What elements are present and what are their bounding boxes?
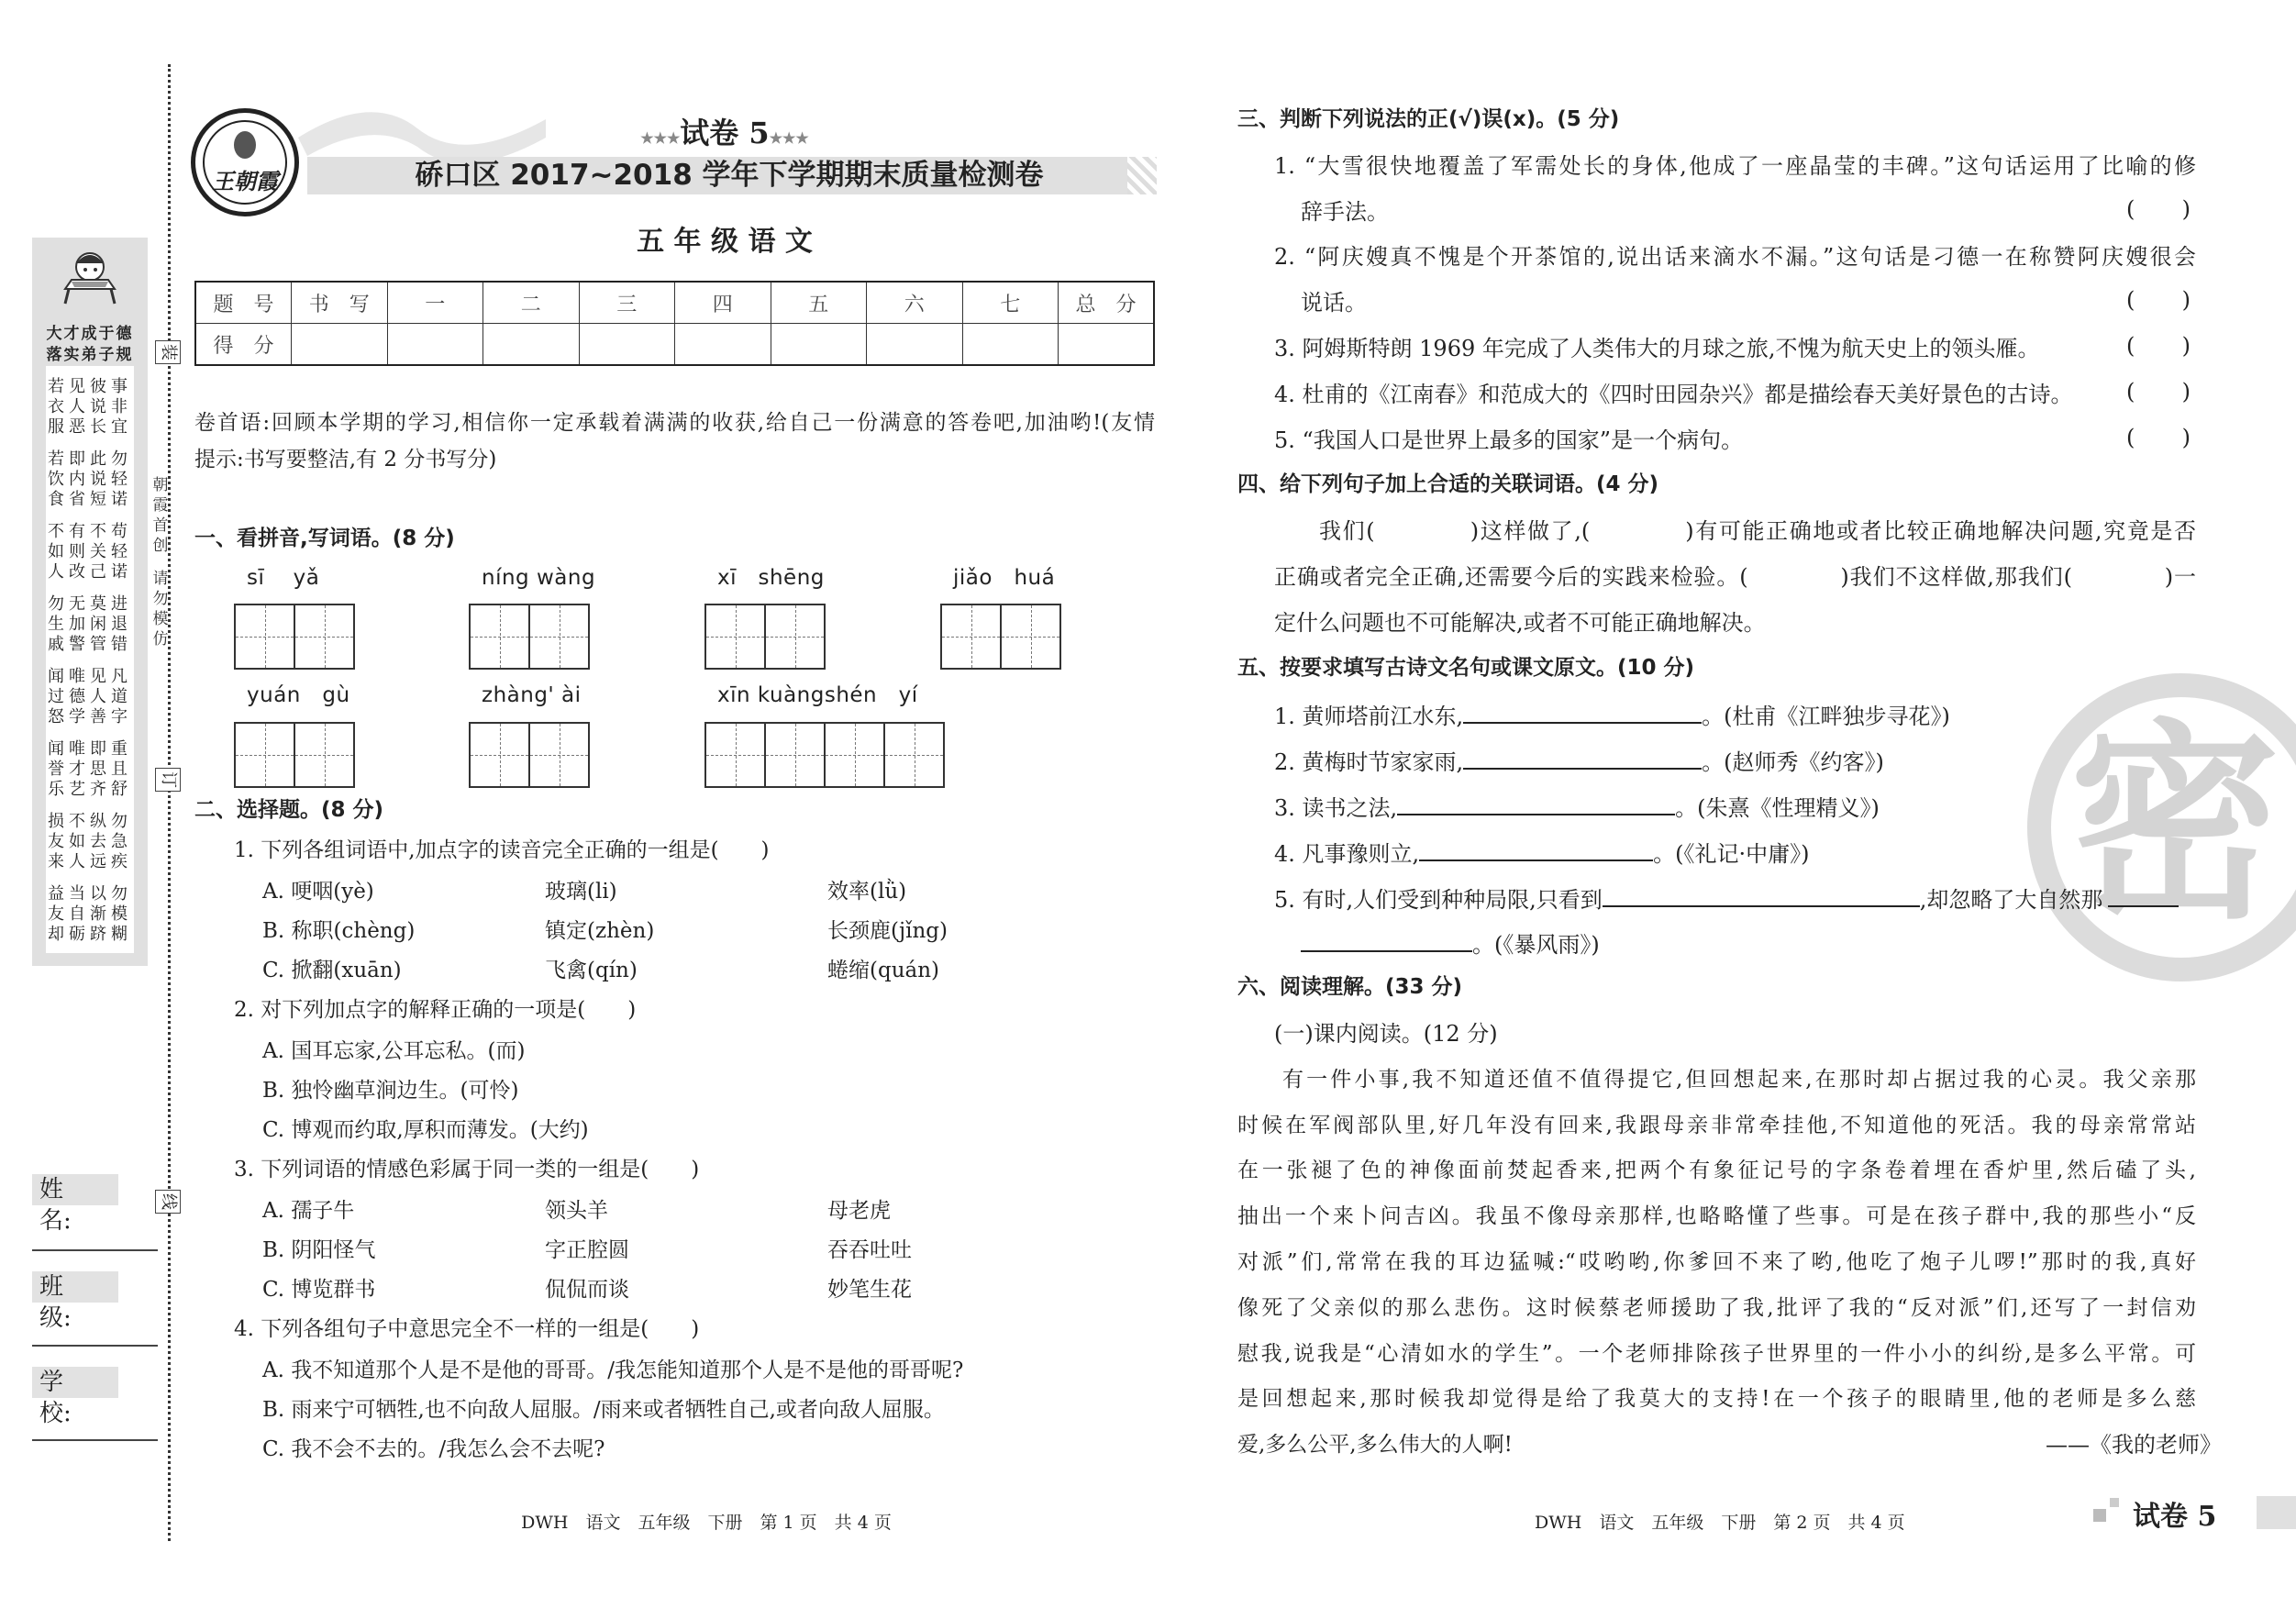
answer-option: A. 国耳忘家,公耳忘私。(而): [262, 1039, 526, 1063]
sidebar-verse-line: 人改己诺: [48, 562, 132, 582]
score-table-header: 书 写: [292, 282, 388, 324]
paren-close: ): [2181, 287, 2191, 314]
score-cell[interactable]: [675, 324, 771, 366]
writing-cell[interactable]: [469, 724, 528, 786]
poem-blank-input[interactable]: [2108, 882, 2179, 907]
writing-cell[interactable]: [1000, 605, 1059, 668]
writing-cell[interactable]: [294, 724, 353, 786]
section6-heading: 六、阅读理解。(33 分): [1237, 975, 1463, 1000]
section5-heading: 五、按要求填写古诗文名句或课文原文。(10 分): [1237, 655, 1695, 680]
score-cell[interactable]: [771, 324, 867, 366]
poem-suffix: 。(《暴风雨》): [1472, 932, 1600, 959]
writing-box-group[interactable]: [940, 604, 1061, 670]
paper-no-text: 试卷 5: [680, 116, 770, 150]
paren-close: ): [2181, 333, 2191, 359]
writing-cell[interactable]: [234, 605, 294, 668]
poem-blank-input[interactable]: [1397, 790, 1675, 815]
exam-title: 硚口区 2017~2018 学年下学期期末质量检测卷: [415, 159, 1044, 192]
judgement-item: 4. 杜甫的《江南春》和范成大的《四时田园杂兴》都是描绘春天美好景色的古诗。: [1274, 381, 2073, 407]
badge-decoration: [2093, 1509, 2106, 1522]
confidential-watermark: [2027, 673, 2296, 981]
sidebar-verse-line: 若见彼事: [48, 377, 132, 396]
passage-line: 慰我,说我是“心清如水的学生”。一个老师排除孩子世界里的一件小小的纠纷,是多么平常。可: [1237, 1341, 2196, 1366]
writing-box-group[interactable]: [234, 722, 355, 788]
sidebar-verses: [46, 366, 134, 953]
poem-fill-item: [1274, 882, 2179, 915]
sidebar-verse-line: 誉才思且: [48, 760, 132, 779]
passage-line: 是回想起来,那时候我却觉得是给了我莫大的支持!在一个孩子的眼睛里,他的老师是多么慈: [1237, 1387, 2196, 1412]
answer-option: 字正腔圆: [545, 1238, 629, 1262]
score-table-row-label: 得 分: [195, 324, 292, 366]
stars-left: ★★★: [640, 129, 681, 147]
sidebar-verse-line: 不有不苟: [48, 522, 132, 541]
poem-fill-item-cont: [1301, 926, 1600, 960]
writing-box-group[interactable]: [234, 604, 355, 670]
sidebar-motto-line-2: 落实弟子规: [46, 346, 134, 364]
judgement-answer-paren[interactable]: [2126, 287, 2191, 313]
conjunction-paragraph-line: 定什么问题也不可能解决,或者不可能正确地解决。: [1274, 609, 1766, 636]
judgement-item: 1. “大雪很快地覆盖了军需处长的身体,他成了一座晶莹的丰碑。”这句话运用了比喻的修: [1274, 152, 2196, 179]
poem-prefix: 1. 黄师塔前江水东,: [1274, 704, 1464, 730]
writing-cell[interactable]: [940, 605, 1000, 668]
preface-text-1: 卷首语:回顾本学期的学习,相信你一定承载着满满的收获,给自己一份满意的答卷吧,加油哟!(友情: [194, 411, 1155, 435]
score-table-header-row: [195, 282, 1154, 324]
question-stem: 4. 下列各组句子中意思完全不一样的一组是( ): [234, 1317, 700, 1341]
copyright-note-char: 仿: [152, 630, 169, 649]
writing-cell[interactable]: [704, 605, 764, 668]
writing-box-group[interactable]: [469, 722, 590, 788]
poem-suffix: 。(《礼记·中庸》): [1653, 840, 1810, 867]
score-table-score-row: [195, 324, 1154, 366]
sidebar-verse-line: 如则关轻: [48, 542, 132, 561]
poem-prefix: 4. 凡事豫则立,: [1274, 840, 1420, 867]
copyright-note-char: 模: [152, 610, 169, 628]
answer-option: 吞吞吐吐: [827, 1238, 912, 1262]
copyright-note-char: 霞: [152, 496, 169, 515]
answer-option: 妙笔生花: [827, 1278, 912, 1302]
logo-text: 王朝霞: [212, 168, 278, 194]
paren-open: (: [2126, 333, 2135, 359]
sidebar-verse-line: 却砺跻糊: [48, 925, 132, 944]
judgement-answer-paren[interactable]: [2126, 196, 2191, 222]
question-stem: 1. 下列各组词语中,加点字的读音完全正确的一组是( ): [234, 838, 770, 862]
reading-subheading: (一)课内阅读。(12 分): [1274, 1021, 1498, 1047]
binding-dotted-line: [168, 64, 171, 1541]
writing-cell[interactable]: [764, 605, 824, 668]
question-stem: 3. 下列词语的情感色彩属于同一类的一组是( ): [234, 1158, 700, 1181]
writing-cell[interactable]: [883, 724, 943, 786]
copyright-note-char: 创: [152, 537, 169, 555]
copyright-note-char: 首: [152, 516, 169, 535]
sidebar-verse-line: 过德人道: [48, 687, 132, 706]
score-table-header: 四: [675, 282, 771, 324]
copyright-note-char: 朝: [152, 476, 169, 494]
sidebar-dizigui: [32, 238, 148, 966]
passage-line: 对派”们,常常在我的耳边猛喊:“哎哟哟,你爹回不来了哟,他吃了炮子儿啰!”那时的我,真好: [1237, 1250, 2196, 1274]
pinyin-label: sī yǎ: [247, 566, 320, 590]
copyright-note-char: 勿: [152, 590, 169, 608]
class-input-line[interactable]: [32, 1345, 158, 1347]
answer-option: B. 雨来宁可牺牲,也不向敌人屈服。/雨来或者牺牲自己,或者向敌人屈服。: [262, 1398, 945, 1422]
pinyin-label: xīn kuàngshén yí: [717, 683, 918, 707]
poem-blank-input[interactable]: [1603, 882, 1920, 907]
answer-option: B. 称职(chèng): [262, 919, 416, 943]
score-cell[interactable]: [579, 324, 675, 366]
paren-open: (: [2126, 287, 2135, 314]
judgement-item: 2. “阿庆嫂真不愧是个开茶馆的,说出话来滴水不漏。”这句话是刁德一在称赞阿庆嫂很会: [1274, 244, 2196, 271]
score-table-header: 三: [579, 282, 675, 324]
answer-option: B. 阴阳怪气: [262, 1238, 376, 1262]
score-table-header: 题 号: [195, 282, 292, 324]
sidebar-motto-line-1: 大才成于德: [46, 325, 134, 343]
name-input-line[interactable]: [32, 1249, 158, 1251]
binding-mark-xian: 线: [155, 1190, 181, 1214]
writing-cell[interactable]: [469, 605, 528, 668]
score-table: [194, 281, 1155, 366]
pinyin-label: xī shēng: [717, 566, 825, 590]
poem-blank-input[interactable]: [1463, 698, 1702, 724]
school-label: 学 校:: [32, 1367, 118, 1398]
answer-option: 镇定(zhèn): [545, 919, 655, 943]
paren-close: ): [2181, 424, 2191, 450]
answer-option: A. 孺子牛: [262, 1199, 355, 1223]
writing-cell[interactable]: [234, 724, 294, 786]
paper-number: [550, 110, 899, 152]
score-cell[interactable]: [1059, 324, 1155, 366]
poem-suffix: 。(赵师秀《约客》): [1702, 749, 1884, 776]
paren-open: (: [2126, 424, 2135, 450]
sidebar-verse-line: 益当以勿: [48, 884, 132, 904]
sidebar-verse-line: 友如去急: [48, 832, 132, 851]
pinyin-label: zhàng' ài: [482, 683, 582, 707]
poem-middle: ,却忽略了大自然那: [1919, 886, 2103, 913]
writing-box-group[interactable]: [704, 722, 945, 788]
corner-paper-badge: 试卷 5: [2133, 1501, 2217, 1533]
score-table-header: 一: [387, 282, 483, 324]
section2-heading: 二、选择题。(8 分): [194, 798, 384, 822]
copyright-note-char: 请: [152, 570, 169, 588]
sidebar-verse-line: 饮内说轻: [48, 470, 132, 489]
sidebar-verse-line: 食省短诺: [48, 490, 132, 509]
judgement-item-cont: 辞手法。: [1301, 198, 1389, 225]
writing-cell[interactable]: [764, 724, 824, 786]
paren-close: ): [2181, 195, 2191, 222]
poem-blank-input[interactable]: [1463, 744, 1702, 770]
poem-blank-input[interactable]: [1419, 836, 1653, 861]
binding-mark-ding: 订: [155, 768, 181, 792]
sidebar-verse-line: 闻唯见凡: [48, 667, 132, 686]
logo: [191, 108, 299, 216]
answer-option: B. 独怜幽草涧边生。(可怜): [262, 1079, 519, 1103]
answer-option: 领头羊: [545, 1199, 608, 1223]
writing-cell[interactable]: [528, 605, 588, 668]
footer-left: DWH 语文 五年级 下册 第 1 页 共 4 页: [521, 1513, 892, 1533]
pinyin-label: jiǎo huá: [953, 566, 1056, 590]
score-cell[interactable]: [962, 324, 1059, 366]
score-table-header: 总 分: [1059, 282, 1155, 324]
passage-source: ——《我的老师》: [2046, 1432, 2222, 1458]
sidebar-verse-line: 闻唯即重: [48, 739, 132, 759]
answer-option: 蜷缩(quán): [827, 959, 940, 982]
passage-line: 爱,多么公平,多么伟大的人啊!: [1237, 1433, 1513, 1458]
answer-option: C. 博览群书: [262, 1278, 376, 1302]
score-table-header: 五: [771, 282, 867, 324]
reading-boy-illustration-icon: [58, 245, 122, 309]
sidebar-verse-line: 来人远疾: [48, 852, 132, 871]
passage-line: 抽出一个来卜问吉凶。我虽不像母亲那样,也略略懂了些事。可是在孩子群中,我的那些小“反: [1237, 1204, 2196, 1229]
preface-line-1: [194, 408, 1155, 438]
poem-suffix: 。(朱熹《性理精义》): [1675, 795, 1880, 821]
answer-option: A. 我不知道那个人是不是他的哥哥。/我怎能知道那个人是不是他的哥哥呢?: [262, 1359, 964, 1382]
question-stem: 2. 对下列加点字的解释正确的一项是( ): [234, 998, 637, 1022]
sidebar-verse-line: 友自渐模: [48, 904, 132, 924]
writing-cell[interactable]: [528, 724, 588, 786]
name-label: 姓 名:: [32, 1174, 118, 1205]
answer-option: C. 我不会不去的。/我怎么会不去呢?: [262, 1437, 605, 1461]
passage-line: 像死了父亲似的那么悲伤。这时候蔡老师援助了我,批评了我的“反对派”们,还写了一封信劝: [1237, 1295, 2196, 1320]
stars-right: ★★★: [769, 129, 809, 147]
paren-open: (: [2126, 378, 2135, 405]
writing-cell[interactable]: [824, 724, 883, 786]
writing-box-group[interactable]: [469, 604, 590, 670]
section3-heading: 三、判断下列说法的正(√)误(x)。(5 分): [1237, 107, 1620, 131]
pinyin-label: níng wàng: [482, 566, 596, 590]
answer-option: A. 哽咽(yè): [262, 880, 374, 904]
writing-cell[interactable]: [294, 605, 353, 668]
poem-prefix: 5. 有时,人们受到种种局限,只看到: [1274, 886, 1603, 913]
answer-option: C. 博观而约取,厚积而薄发。(大约): [262, 1118, 589, 1142]
passage-line: 时候在军阀部队里,好几年没有回来,我跟母亲非常牵挂他,不知道他的死活。我的母亲常常站: [1237, 1113, 2196, 1137]
section4-heading: 四、给下列句子加上合适的关联词语。(4 分): [1237, 472, 1659, 497]
class-label: 班 级:: [32, 1271, 118, 1303]
poem-suffix: 。(杜甫《江畔独步寻花》): [1702, 704, 1950, 730]
poem-fill-item: [1274, 698, 1950, 732]
watermark-text: 密: [2069, 703, 2281, 948]
answer-option: 侃侃而谈: [545, 1278, 629, 1302]
writing-box-group[interactable]: [704, 604, 826, 670]
judgement-item: 3. 阿姆斯特朗 1969 年完成了人类伟大的月球之旅,不愧为航天史上的领头雁。: [1274, 336, 2040, 361]
score-cell[interactable]: [292, 324, 388, 366]
score-table-header: 六: [867, 282, 963, 324]
passage-line: 有一件小事,我不知道还值不值得提它,但回想起来,在那时却占据过我的心灵。我父亲那: [1282, 1067, 2196, 1092]
score-cell[interactable]: [483, 324, 580, 366]
conjunction-paragraph-line: 我们( )这样做了,( )有可能正确地或者比较正确地解决问题,究竟是否: [1319, 518, 2196, 545]
passage-line: 在一张褪了色的神像面前焚起香来,把两个有象征记号的字条卷着埋在香炉里,然后磕了头,: [1237, 1159, 2196, 1183]
poem-fill-item: [1274, 836, 1810, 870]
poem-fill-item: [1274, 744, 1884, 778]
binding-mark-zhuang: 装: [155, 340, 181, 364]
score-cell[interactable]: [867, 324, 963, 366]
judgement-answer-paren[interactable]: [2126, 379, 2191, 405]
score-table-header: 七: [962, 282, 1059, 324]
score-table-header: 二: [483, 282, 580, 324]
judgement-item: 5. “我国人口是世界上最多的国家”是一个病句。: [1274, 427, 1744, 453]
subject-title: 五 年 级 语 文: [637, 226, 813, 258]
poem-blank-input[interactable]: [1301, 926, 1472, 952]
school-input-line[interactable]: [32, 1439, 158, 1441]
answer-option: 飞禽(qín): [545, 959, 638, 982]
judgement-answer-paren[interactable]: [2126, 333, 2191, 359]
badge-decoration: [2110, 1498, 2119, 1507]
answer-option: 长颈鹿(jǐng): [827, 919, 948, 943]
sidebar-verse-line: 生加闲退: [48, 615, 132, 634]
pinyin-label: yuán gù: [247, 683, 350, 707]
sidebar-verse-line: 损不纵勿: [48, 812, 132, 831]
sidebar-verse-line: 衣人说非: [48, 397, 132, 416]
answer-option: 玻璃(li): [545, 880, 617, 904]
poem-prefix: 3. 读书之法,: [1274, 795, 1398, 821]
judgement-answer-paren[interactable]: [2126, 425, 2191, 450]
conjunction-paragraph-line: 正确或者完全正确,还需要今后的实践来检验。( )我们不这样做,那我们( )一: [1274, 564, 2196, 590]
poem-fill-item: [1274, 790, 1880, 824]
paren-close: ): [2181, 378, 2191, 405]
answer-option: 效率(lǜ): [827, 880, 907, 904]
section1-heading: 一、看拼音,写词语。(8 分): [194, 527, 455, 550]
preface-line-2: 提示:书写要整洁,有 2 分书写分): [194, 448, 497, 471]
sidebar-verse-line: 服恶长宜: [48, 417, 132, 437]
sidebar-verse-line: 若即此勿: [48, 449, 132, 469]
judgement-item-cont: 说话。: [1301, 290, 1367, 316]
footer-right: DWH 语文 五年级 下册 第 2 页 共 4 页: [1535, 1513, 1905, 1533]
sidebar-verse-line: 怒学善字: [48, 707, 132, 726]
sidebar-verse-line: 勿无莫进: [48, 594, 132, 614]
answer-option: 母老虎: [827, 1199, 891, 1223]
sidebar-verse-line: 乐艺齐舒: [48, 780, 132, 799]
answer-option: C. 掀翻(xuān): [262, 959, 402, 982]
poem-prefix: 2. 黄梅时节家家雨,: [1274, 749, 1464, 776]
badge-tab: [2257, 1496, 2296, 1529]
writing-cell[interactable]: [704, 724, 764, 786]
sidebar-verse-line: 戚警管错: [48, 635, 132, 654]
paren-open: (: [2126, 195, 2135, 222]
score-cell[interactable]: [387, 324, 483, 366]
